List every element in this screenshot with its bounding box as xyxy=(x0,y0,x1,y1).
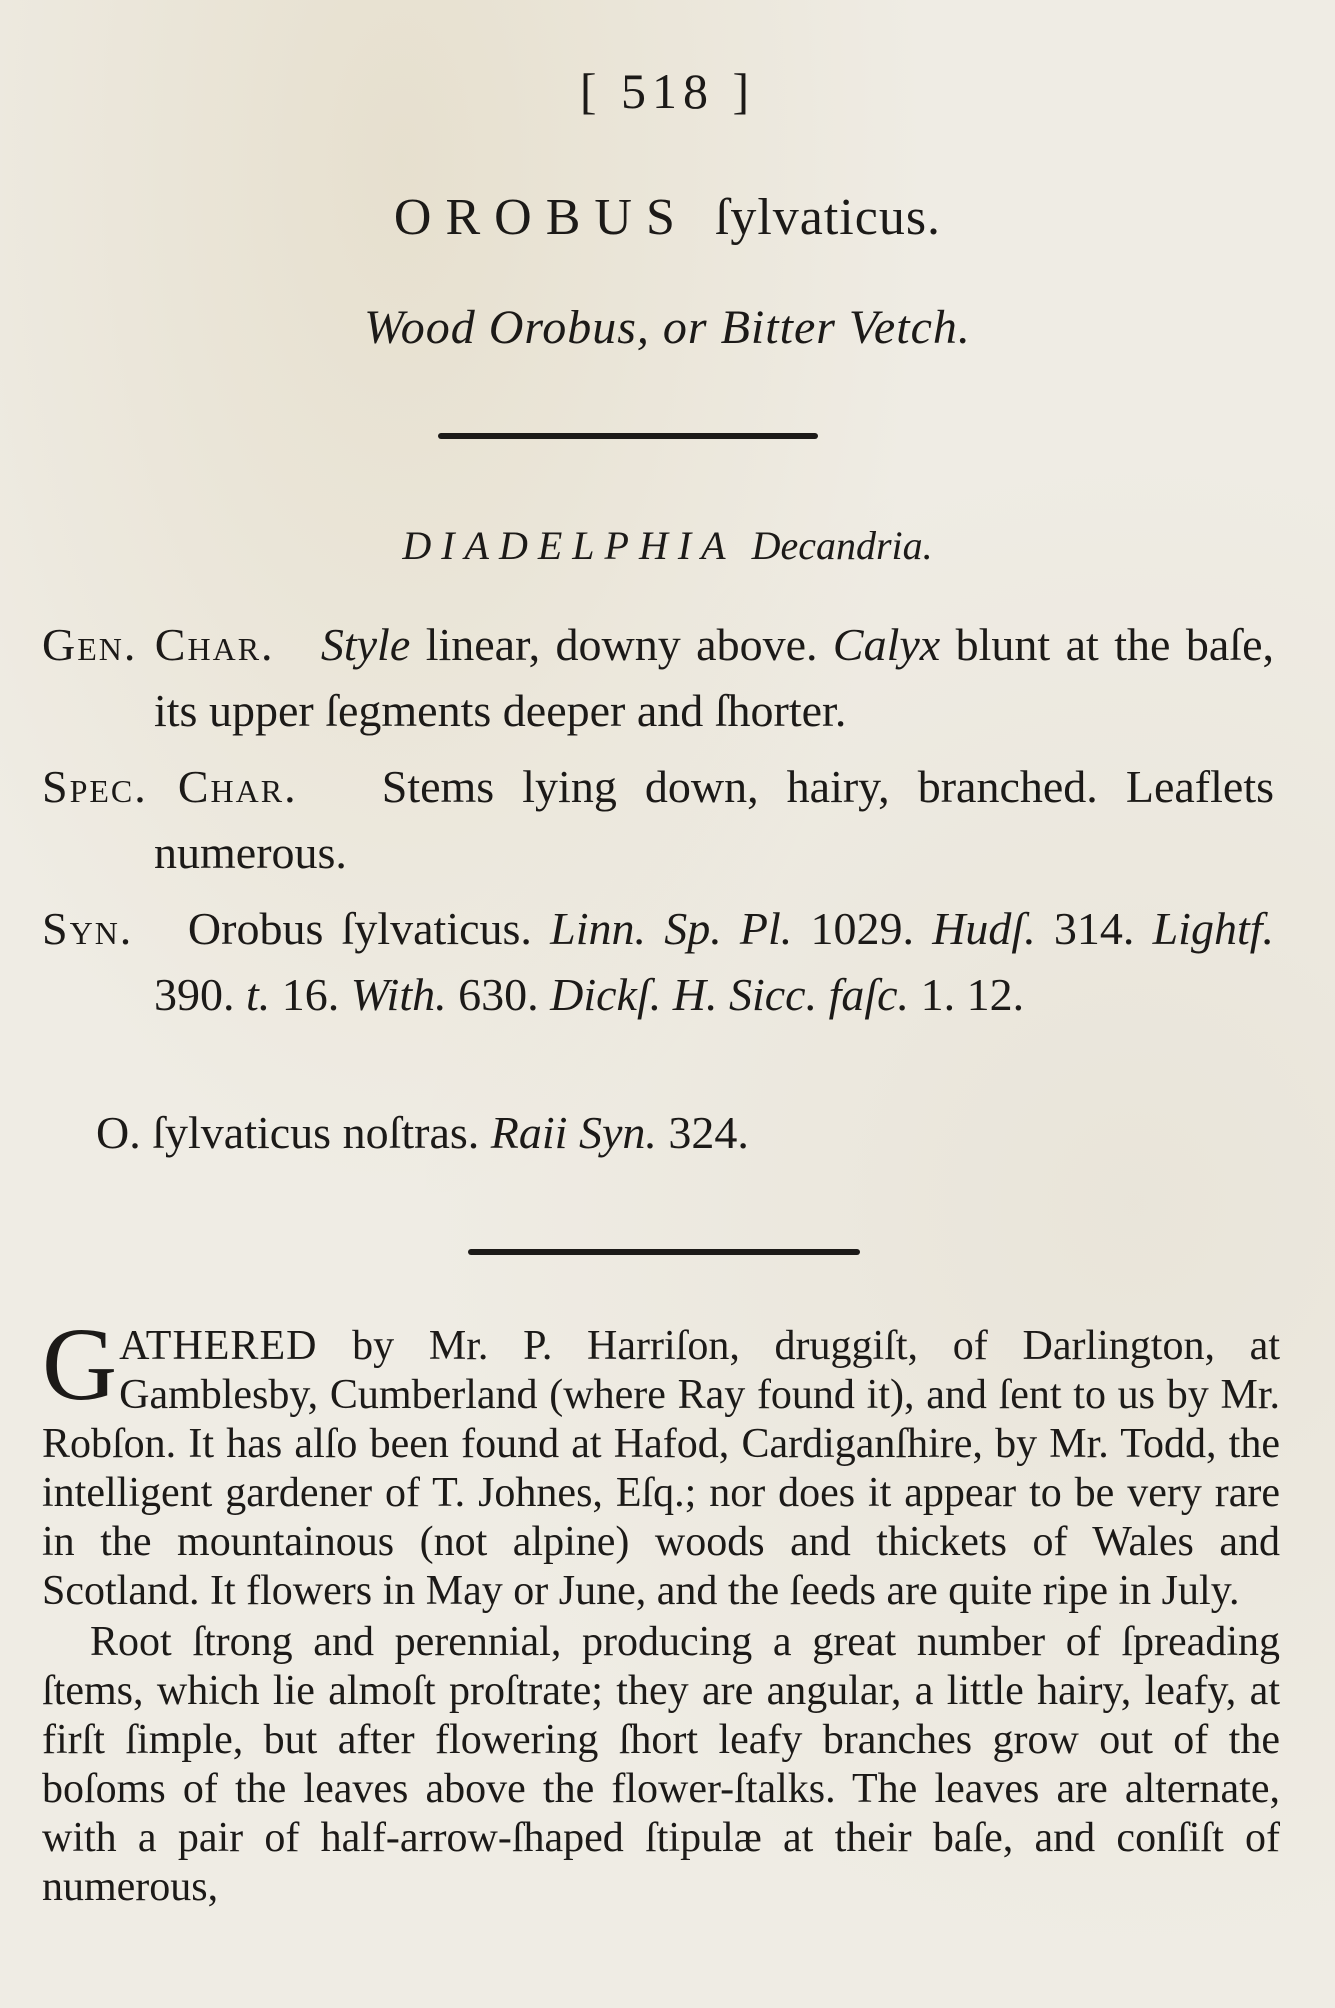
divider-rule-top xyxy=(438,433,818,439)
syn-ref-lightfoot: Lightf. xyxy=(1152,903,1275,954)
synonymy xyxy=(42,896,1274,1028)
syn-alt-ref-num: 324. xyxy=(656,1107,749,1158)
species-epithet: ſylvaticus. xyxy=(714,189,942,246)
syn-ref-linnaeus-num: 1029. xyxy=(792,903,933,954)
syn-ref-lightfoot-num: 390. xyxy=(154,969,246,1020)
syn-ref-dickson: Dickſ. H. Sicc. faſc. xyxy=(550,969,910,1020)
page-number: [ 518 ] xyxy=(579,63,756,119)
paragraph-habitat-text: by Mr. P. Harriſon, druggiſt, of Darlington, at Gamblesby, Cumberland (where Ray found it), and ſent to us by Mr. Robſon. It has alſo been found at Hafod, Cardiganſhire, by Mr. Todd, the intelligent gardener of T. Johnes, Eſq.; nor does it appear to be very rare in the mountainous (not alpine) woods and thickets of Wales and Scotland. It flowers in May or June, and the ſeeds are quite ripe in July. xyxy=(42,1323,1280,1614)
syn-ref-hudson-num: 314. xyxy=(1035,903,1153,954)
gen-char-calyx: Calyx xyxy=(832,619,941,670)
gen-char-style: Style xyxy=(320,619,411,670)
gen-char-text: linear, downy above. xyxy=(410,619,833,670)
species-title xyxy=(0,188,1335,247)
order-name: Decandria. xyxy=(751,523,933,568)
class-name: DIADELPHIA xyxy=(402,523,736,568)
syn-ref-linnaeus: Linn. Sp. Pl. xyxy=(550,903,793,954)
syn-ref-lightfoot-t: t. xyxy=(246,969,271,1020)
generic-character xyxy=(42,612,1274,744)
common-name: Wood Orobus, or Bitter Vetch. xyxy=(364,301,971,354)
linnaean-classification xyxy=(0,522,1335,569)
synonym-ray xyxy=(96,1100,749,1166)
gen-char-label: Gen. Char. xyxy=(42,619,275,670)
spec-char-label: Spec. Char. xyxy=(42,761,298,812)
syn-name: Orobus ſylvaticus. xyxy=(187,903,551,954)
drop-cap: G xyxy=(42,1307,118,1422)
syn-ref-withering-num: 630. xyxy=(446,969,551,1020)
syn-ref-hudson: Hudſ. xyxy=(932,903,1036,954)
paragraph-description: Root ſtrong and perennial, producing a great number of ſpreading ſtems, which lie almoſt proſtrate; they are angular, a little hairy, leafy, at firſt ſimple, but after flowering ſhort leafy branches grow out of the boſoms of the leaves above the flower-ſtalks. The leaves are alternate, with a pair of half-arrow-ſhaped ſtipulæ at their baſe, and conſiſt of numerous, xyxy=(42,1619,1280,1910)
divider-rule-bottom xyxy=(468,1249,860,1255)
specific-character xyxy=(42,754,1274,886)
gen-char-text-end: blunt at the baſe, its upper ſegments deeper and ſhorter. xyxy=(154,619,1275,736)
opening-word: ATHERED xyxy=(119,1323,318,1369)
syn-ref-lightfoot-tnum: 16. xyxy=(270,969,351,1020)
genus-name: OROBUS xyxy=(393,189,689,246)
syn-ref-withering: With. xyxy=(350,969,447,1020)
syn-alt-name: O. ſylvaticus noſtras. xyxy=(96,1107,491,1158)
syn-ref-dickson-num: 1. 12. xyxy=(909,969,1025,1020)
description-body xyxy=(42,1307,1280,1912)
syn-label: Syn. xyxy=(42,903,134,954)
spec-char-text: Stems lying down, hairy, branched. Leaflets numerous. xyxy=(154,761,1274,878)
syn-alt-ref: Raii Syn. xyxy=(490,1107,657,1158)
paragraph-habitat xyxy=(42,1307,1280,1616)
